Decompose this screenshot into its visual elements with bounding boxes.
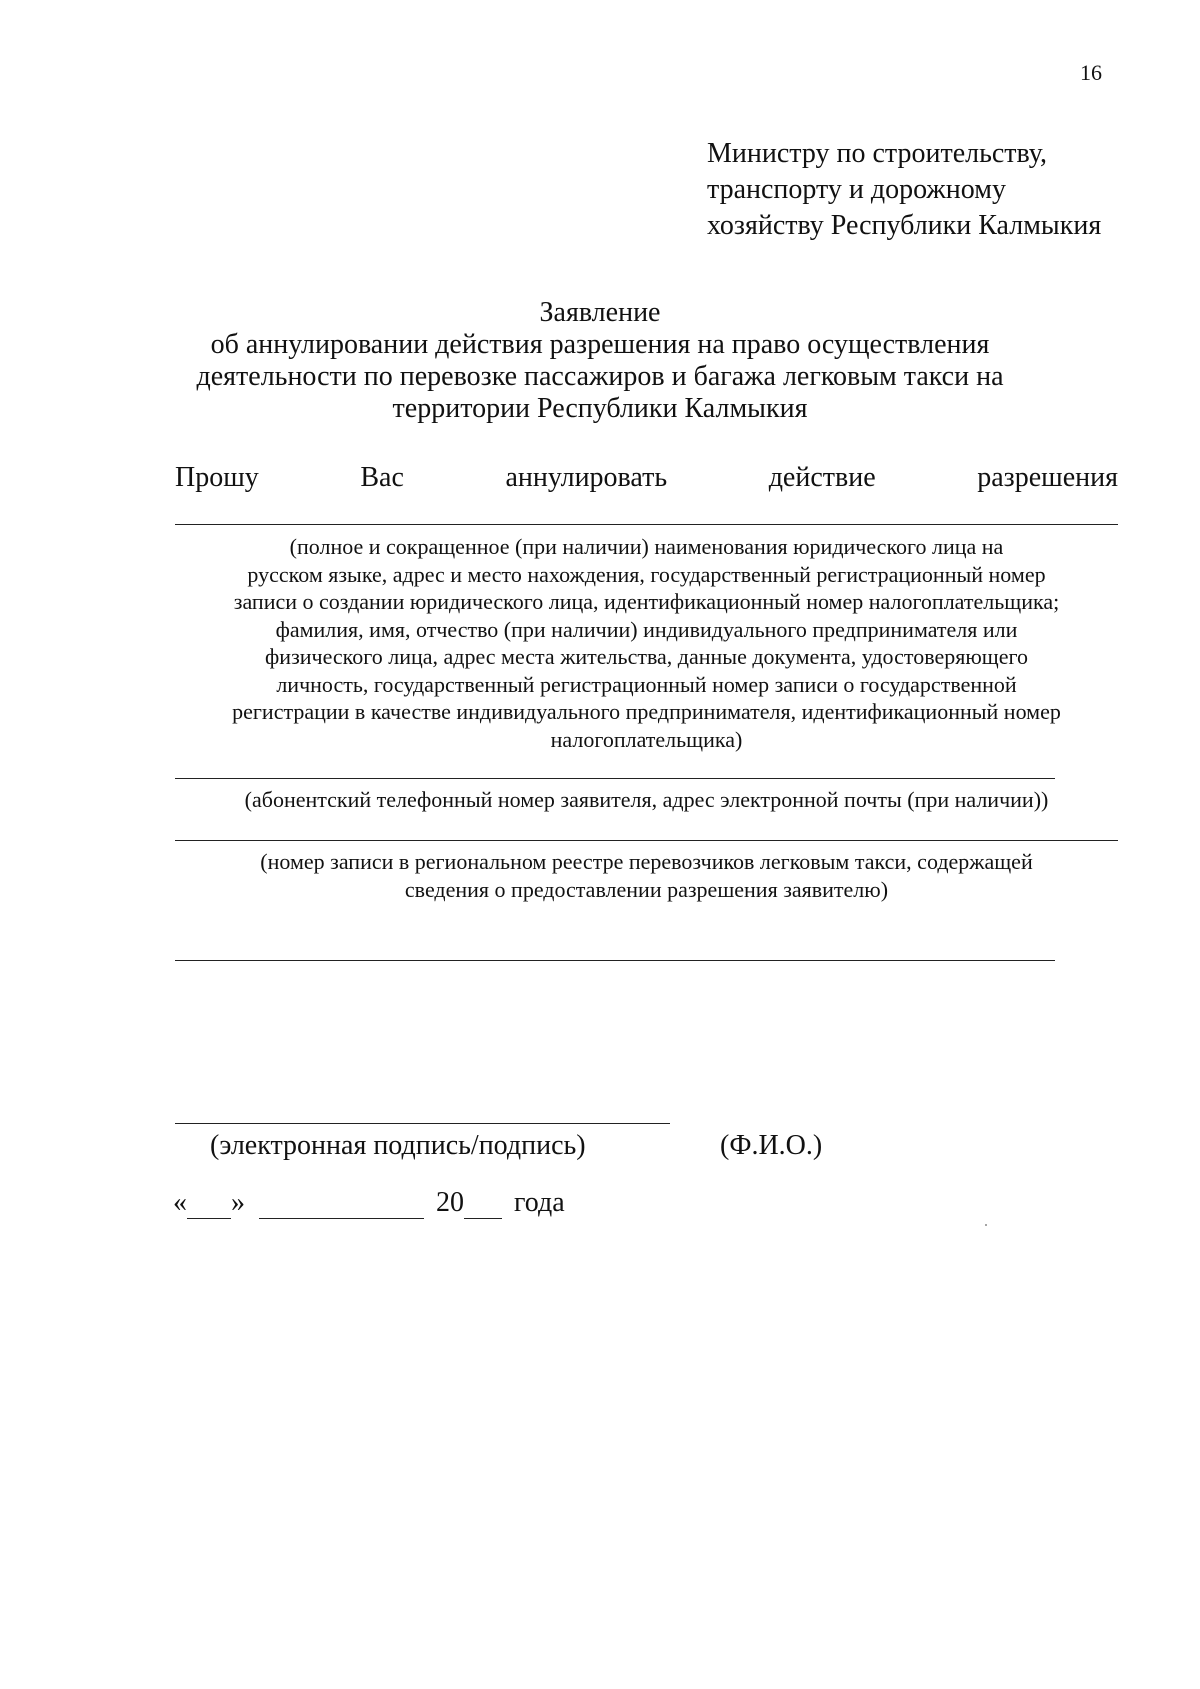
hint-line: регистрации в качестве индивидуального предпринимателя, идентификационный номер	[232, 699, 1061, 724]
hint-line: налогоплательщика)	[550, 726, 743, 752]
open-quote: «	[173, 1187, 187, 1218]
hint-line: личность, государственный регистрационный номер записи о государственной	[276, 671, 1017, 697]
year-prefix: 20	[436, 1187, 464, 1218]
document-title	[180, 297, 1020, 425]
year-blank[interactable]	[464, 1192, 502, 1219]
title-line: деятельности по перевозке пассажиров и багажа легковым такси на	[196, 361, 1004, 392]
contacts-fill-line[interactable]	[175, 778, 1055, 779]
year-suffix: года	[514, 1187, 565, 1218]
addressee-line: хозяйству Республики Калмыкия	[707, 210, 1102, 241]
hint-line: (номер записи в региональном реестре перевозчиков легковым такси, содержащей	[260, 849, 1033, 874]
hint-line: русском языке, адрес и место нахождения, государственный регистрационный номер	[247, 561, 1046, 587]
title-line: территории Республики Калмыкия	[392, 393, 808, 424]
extra-fill-line[interactable]	[175, 960, 1055, 961]
request-word: действие	[768, 462, 876, 493]
request-sentence	[175, 462, 1118, 494]
addressee-line: Министру по строительству,	[707, 138, 1047, 169]
close-quote: »	[231, 1187, 245, 1218]
month-blank[interactable]	[259, 1192, 424, 1219]
contacts-hint: (абонентский телефонный номер заявителя, адрес электронной почты (при наличии))	[244, 787, 1049, 812]
hint-line: фамилия, имя, отчество (при наличии) индивидуального предпринимателя или	[275, 616, 1018, 642]
request-word: Прошу	[175, 462, 259, 493]
registry-hint	[175, 848, 1118, 903]
request-word: разрешения	[977, 462, 1118, 493]
applicant-fill-line[interactable]	[175, 524, 1118, 525]
day-blank[interactable]	[187, 1192, 231, 1219]
signature-label: (электронная подпись/подпись)	[210, 1130, 586, 1161]
hint-line: записи о создании юридического лица, идентификационный номер налогоплательщика;	[233, 589, 1060, 614]
signature-fill-line[interactable]	[175, 1123, 670, 1124]
fio-label: (Ф.И.О.)	[720, 1130, 823, 1161]
page-number: 16	[1080, 60, 1102, 85]
addressee-block	[707, 136, 1101, 244]
title-heading: Заявление	[539, 297, 661, 328]
request-word: Вас	[360, 462, 404, 493]
request-word: аннулировать	[505, 462, 668, 493]
hint-line: (полное и сокращенное (при наличии) наименования юридического лица на	[289, 534, 1004, 559]
scan-speck	[985, 1224, 987, 1226]
hint-line: сведения о предоставлении разрешения заявителю)	[404, 876, 889, 902]
title-line: об аннулировании действия разрешения на право осуществления	[210, 329, 990, 360]
date-line	[173, 1187, 565, 1219]
registry-fill-line[interactable]	[175, 840, 1118, 841]
addressee-line: транспорту и дорожному	[707, 174, 1006, 205]
hint-line: физического лица, адрес места жительства, данные документа, удостоверяющего	[265, 644, 1028, 669]
applicant-hint	[175, 533, 1118, 753]
